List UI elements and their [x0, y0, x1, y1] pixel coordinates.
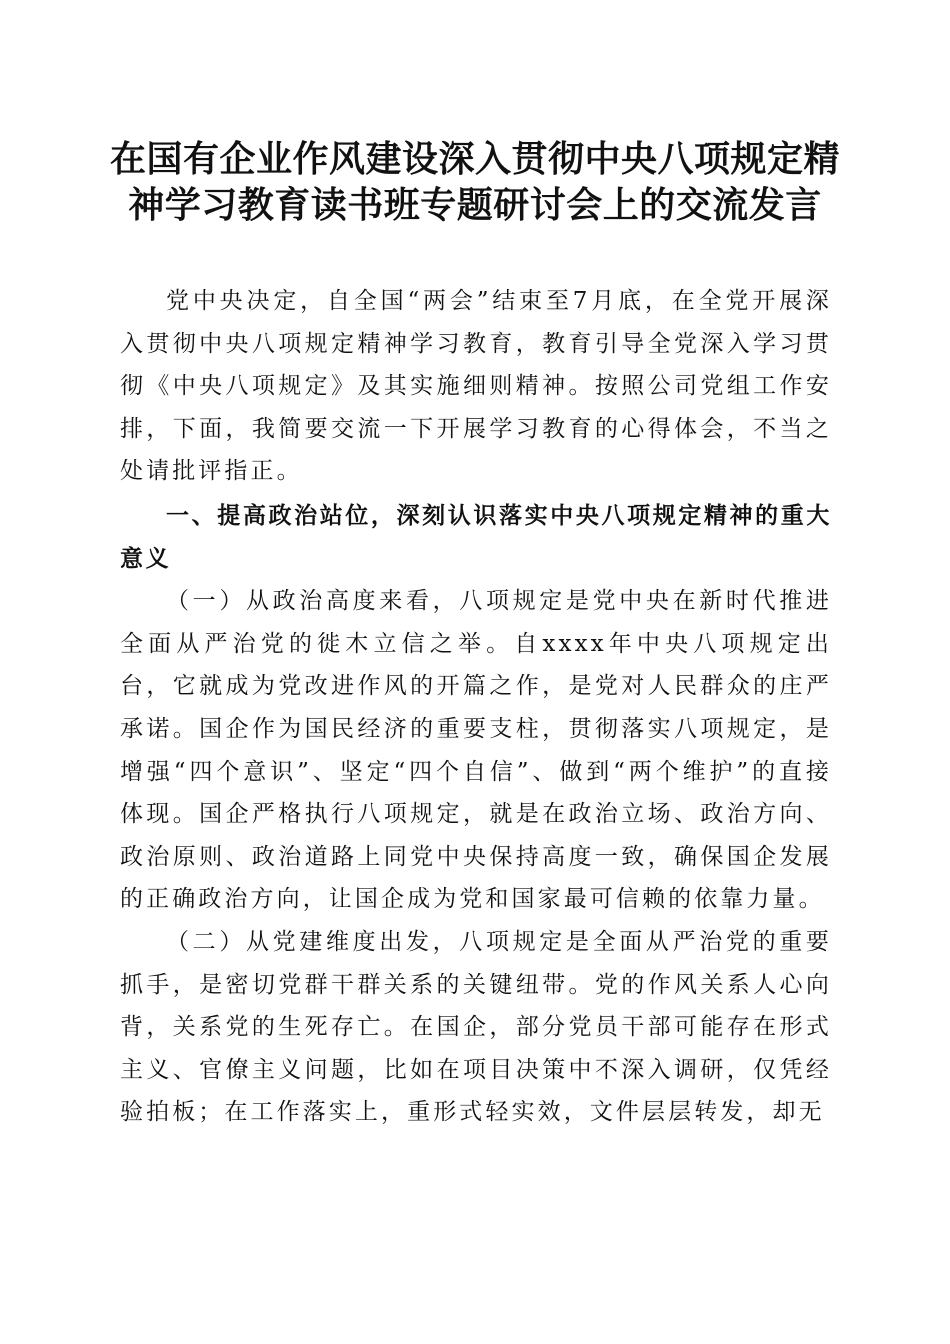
document-title — [100, 136, 850, 228]
section-heading-1: 一、提高政治站位，深刻认识落实中央八项规定精神的重大意义 — [120, 501, 832, 572]
paragraph-2 — [120, 921, 832, 1134]
intro-paragraph: 党中央决定，自全国“两会”结束至7月底，在全党开展深入贯彻中央八项规定精神学习教育，教育引导全党深入学习贯彻《中央八项规定》及其实施细则精神。按照公司党组工作安排，下面，我简要交流一下开展学习教育的心得体会，不当之处请批评指正。 — [120, 288, 832, 485]
title-line-1: 在国有企业作风建设深入贯彻中央八项规定精 — [109, 138, 840, 180]
title-line-2: 神学习教育读书班专题研讨会上的交流发言 — [128, 184, 822, 226]
paragraph-1-body: 自xxxx年中央八项规定出台，它就成为党改进作风的开篇之作，是党对人民群众的庄严承诺。国企作为国民经济的重要支柱，贯彻落实八项规定，是增强“四个意识”、坚定“四个自信”、做到“两个维护”的直接体现。国企严格执行八项规定，就是在政治立场、政治方向、政治原则、政治道路上同党中央保持高度一致，确保国企发展的正确政治方向，让国企成为党和国家最可信赖的依靠力量。 — [120, 630, 833, 913]
paragraph-1 — [120, 580, 832, 921]
paragraph-1-lead: （一）从政治高度来看，八项规定是党中央在新时代推进全面从严治党的徙木立信之举。 — [120, 588, 832, 657]
document-body — [120, 280, 832, 1134]
paragraph-2-lead: （二）从党建维度出发，八项规定是全面从严治党的重要抓手，是密切党群干群关系的关键纽带。 — [120, 928, 832, 998]
paragraph-2-body: 党的作风关系人心向背，关系党的生死存亡。在国企，部分党员干部可能存在形式主义、官僚主义问题，比如在项目决策中不深入调研，仅凭经验拍板；在工作落实上，重形式轻实效，文件层层转发，却无 — [120, 971, 832, 1126]
